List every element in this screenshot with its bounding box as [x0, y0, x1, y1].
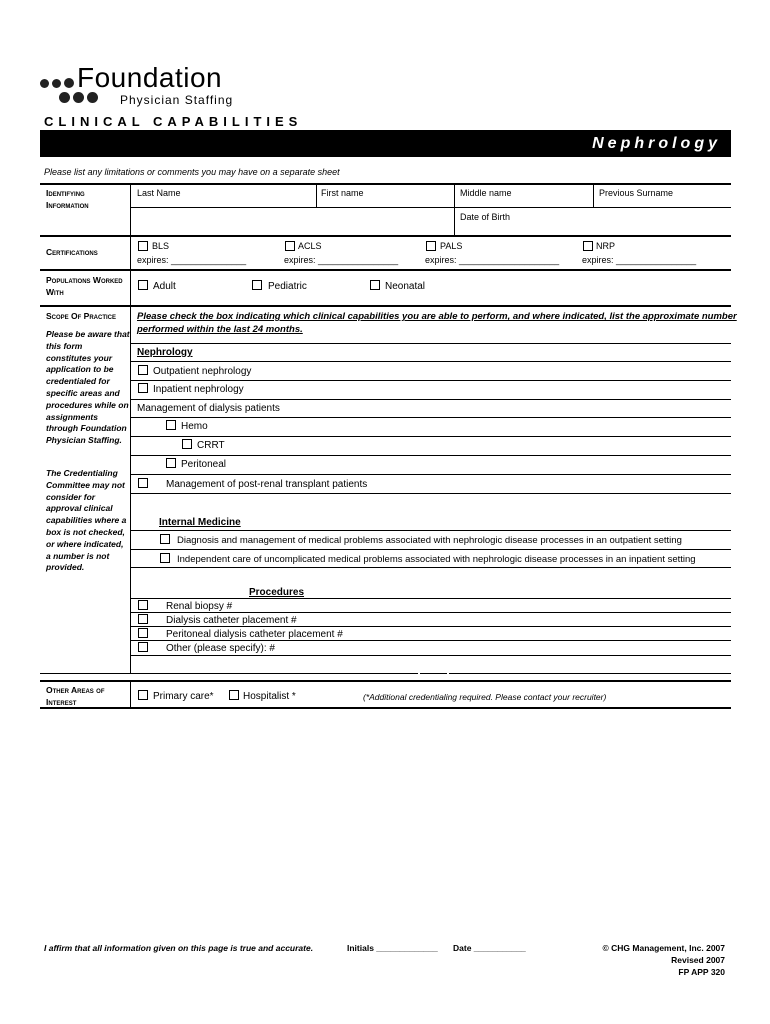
bls-label: BLS — [152, 241, 170, 251]
hemo-label: Hemo — [181, 421, 208, 432]
divider — [130, 270, 131, 305]
pediatric-checkbox[interactable] — [252, 280, 262, 290]
renal-biopsy-checkbox[interactable] — [138, 600, 148, 610]
hospitalist-checkbox[interactable] — [229, 690, 239, 700]
divider — [130, 567, 731, 568]
outpatient-nephrology-checkbox[interactable] — [138, 365, 148, 375]
neonatal-checkbox[interactable] — [370, 280, 380, 290]
divider — [130, 530, 731, 531]
divider — [130, 655, 731, 656]
logo-dot-icon — [40, 79, 49, 88]
divider — [40, 680, 731, 682]
acls-label: ACLS — [298, 241, 322, 251]
instruction-text: Please list any limitations or comments you may have on a separate sheet — [44, 167, 340, 177]
copyright-text: © CHG Management, Inc. 2007 — [602, 943, 725, 953]
divider — [40, 235, 731, 237]
credentialing-required-note: (*Additional credentialing required. Please contact your recruiter) — [363, 692, 607, 702]
logo-dot-icon — [52, 79, 61, 88]
divider — [130, 343, 731, 344]
divider — [130, 361, 731, 362]
previous-surname-field[interactable]: Previous Surname — [599, 188, 674, 198]
im-inpatient-label: Independent care of uncomplicated medical problems associated with nephrologic disease processes in an inpatient setting — [177, 554, 696, 565]
bls-expires[interactable]: expires: _______________ — [137, 255, 247, 265]
divider — [130, 640, 731, 641]
divider — [40, 707, 731, 709]
divider — [454, 184, 455, 235]
divider — [130, 455, 731, 456]
divider — [40, 305, 731, 307]
peritoneal-catheter-checkbox[interactable] — [138, 628, 148, 638]
divider — [449, 673, 731, 674]
page-title: CLINICAL CAPABILITIES — [44, 114, 303, 129]
nrp-label: NRP — [596, 241, 616, 251]
primary-care-label: Primary care* — [153, 691, 214, 702]
divider — [130, 626, 731, 627]
divider — [130, 184, 131, 235]
nephrology-heading: Nephrology — [137, 347, 193, 358]
adult-label: Adult — [153, 281, 176, 292]
scope-instruction-line1: Please check the box indicating which clinical capabilities you are able to perform, and where indicated, list the approximate number — [137, 311, 737, 322]
im-outpatient-label: Diagnosis and management of medical problems associated with nephrologic disease processes in an outpatient setting — [177, 535, 682, 546]
divider — [40, 183, 731, 185]
divider — [130, 612, 731, 613]
divider — [130, 598, 731, 599]
bls-checkbox[interactable] — [138, 241, 148, 251]
divider — [130, 549, 731, 550]
logo-dot-icon — [64, 78, 74, 88]
form-id: FP APP 320 — [678, 967, 725, 977]
first-name-field[interactable]: First name — [321, 188, 364, 198]
scope-label: Scope Of Practice — [46, 311, 117, 321]
scope-instruction-line2: performed within the last 24 months. — [137, 324, 303, 335]
post-renal-checkbox[interactable] — [138, 478, 148, 488]
hemo-checkbox[interactable] — [166, 420, 176, 430]
pals-checkbox[interactable] — [426, 241, 436, 251]
nrp-expires[interactable]: expires: ________________ — [582, 255, 697, 265]
date-field[interactable]: Date ___________ — [453, 943, 526, 953]
divider — [130, 399, 731, 400]
divider — [130, 681, 131, 707]
outpatient-nephrology-label: Outpatient nephrology — [153, 366, 252, 377]
divider — [130, 207, 731, 208]
im-inpatient-checkbox[interactable] — [160, 553, 170, 563]
pals-expires[interactable]: expires: ____________________ — [425, 255, 560, 265]
dialysis-catheter-label: Dialysis catheter placement # — [166, 615, 297, 626]
divider — [130, 236, 131, 269]
divider — [40, 673, 418, 674]
dialysis-catheter-checkbox[interactable] — [138, 614, 148, 624]
pals-label: PALS — [440, 241, 463, 251]
other-interest-label: Other Areas of Interest — [46, 685, 105, 707]
crrt-checkbox[interactable] — [182, 439, 192, 449]
logo-name: Foundation — [77, 62, 223, 93]
revised-text: Revised 2007 — [671, 955, 725, 965]
scope-note: Please be aware that this form constitutes your application to be credentialed for specific areas and procedures while on assignments through Foundation Physician Staffing. — [46, 329, 130, 446]
acls-expires[interactable]: expires: ________________ — [284, 255, 399, 265]
primary-care-checkbox[interactable] — [138, 690, 148, 700]
populations-label: Populations Worked With — [46, 275, 123, 297]
im-outpatient-checkbox[interactable] — [160, 534, 170, 544]
specialty-title: Nephrology — [592, 135, 721, 152]
divider — [593, 184, 594, 207]
initials-field[interactable]: Initials _____________ — [347, 943, 438, 953]
peritoneal-checkbox[interactable] — [166, 458, 176, 468]
adult-checkbox[interactable] — [138, 280, 148, 290]
procedures-heading: Procedures — [249, 587, 305, 598]
peritoneal-label: Peritoneal — [181, 459, 227, 470]
divider — [130, 417, 731, 418]
peritoneal-catheter-label: Peritoneal dialysis catheter placement # — [166, 629, 343, 640]
affirmation-text: I affirm that all information given on this page is true and accurate. — [44, 943, 314, 953]
inpatient-nephrology-label: Inpatient nephrology — [153, 384, 244, 395]
credentialing-note: The Credentialing Committee may not consider for approval clinical capabilities where a box is not checked, or where indicated, a number is not provided. — [46, 468, 127, 573]
other-procedure-checkbox[interactable] — [138, 642, 148, 652]
identifying-label: Identifying Information — [46, 188, 89, 210]
divider — [40, 269, 731, 271]
acls-checkbox[interactable] — [285, 241, 295, 251]
neonatal-label: Neonatal — [385, 281, 426, 292]
dialysis-management-label: Management of dialysis patients — [137, 403, 280, 414]
specialty-banner — [40, 130, 731, 157]
renal-biopsy-label: Renal biopsy # — [166, 601, 233, 612]
middle-name-field[interactable]: Middle name — [460, 188, 512, 198]
hospitalist-label: Hospitalist * — [243, 691, 296, 702]
logo-tagline: Physician Staffing — [120, 93, 234, 107]
logo-dot-icon — [59, 92, 70, 103]
other-procedure-label: Other (please specify): # — [166, 643, 275, 654]
divider — [420, 673, 447, 674]
crrt-label: CRRT — [197, 440, 225, 451]
divider — [130, 436, 731, 437]
nrp-checkbox[interactable] — [583, 241, 593, 251]
last-name-field[interactable]: Last Name — [137, 188, 181, 198]
divider — [130, 474, 731, 475]
divider — [316, 184, 317, 207]
certifications-label: Certifications — [46, 247, 98, 257]
divider — [130, 380, 731, 381]
inpatient-nephrology-checkbox[interactable] — [138, 383, 148, 393]
post-renal-label: Management of post-renal transplant patients — [166, 479, 368, 490]
dob-field[interactable]: Date of Birth — [460, 212, 511, 222]
pediatric-label: Pediatric — [268, 281, 307, 292]
divider — [130, 493, 731, 494]
internal-medicine-heading: Internal Medicine — [159, 517, 241, 528]
